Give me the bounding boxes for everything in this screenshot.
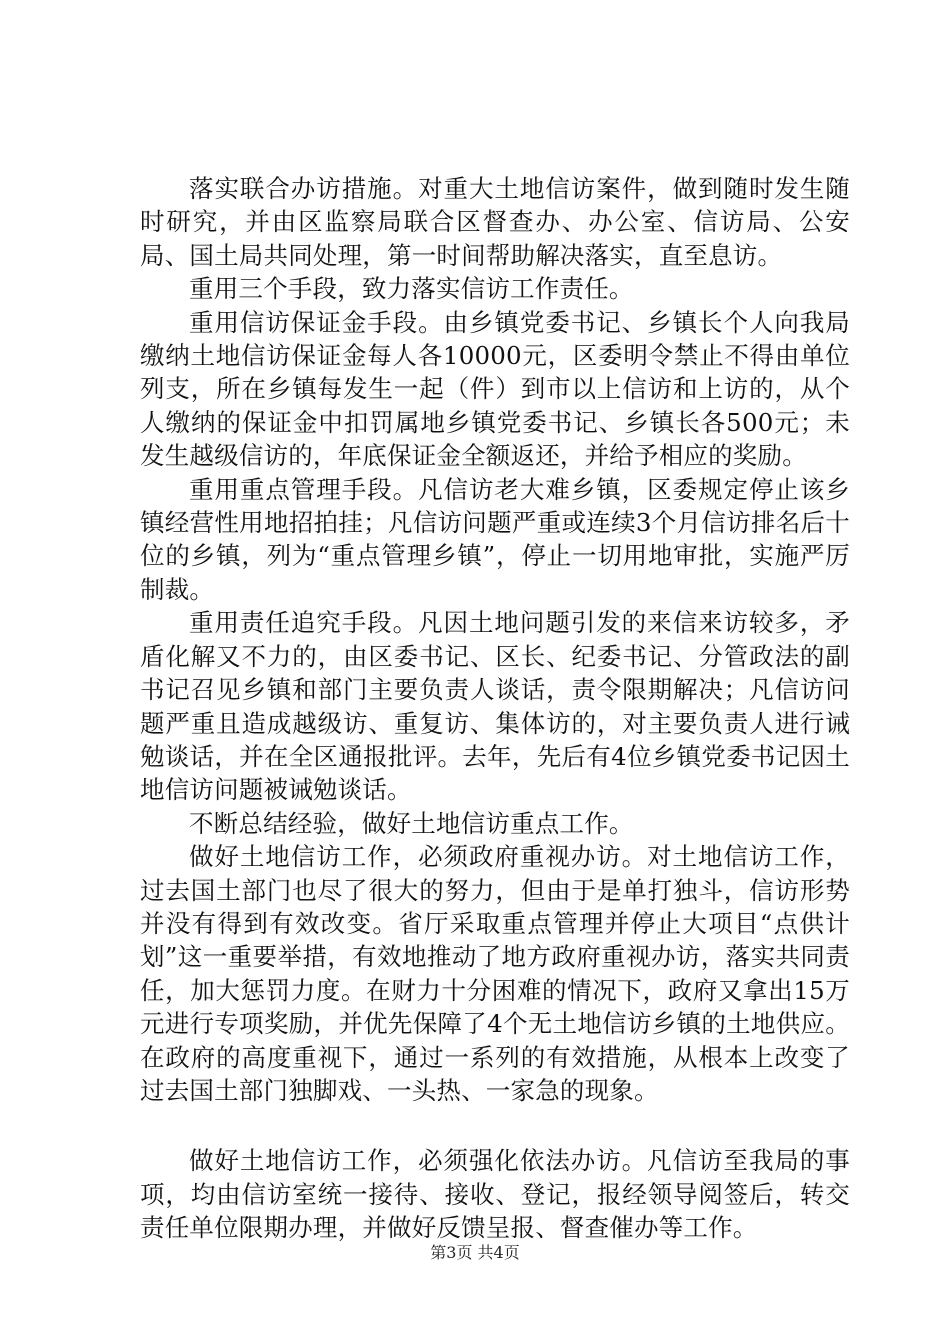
paragraph-government-attention: 做好土地信访工作，必须政府重视办访。对土地信访工作，过去国土部门也尽了很大的努力，但由于是单打独斗，信访形势并没有得到有效改变。省厅采取重点管理并停止大项目“点供计划”这一重要举措，有效地推动了地方政府重视办访，落实共同责任，加大惩罚力度。在财力十分困难的情况下，政府又拿出15万元进行专项奖励，并优先保障了4个无土地信访乡镇的土地供应。在政府的高度重视下，通过一系列的有效措施，从根本上改变了过去国土部门独脚戏、一头热、一家急的现象。 [140,842,850,1105]
paragraph-accountability: 重用责任追究手段。凡因土地问题引发的来信来访较多，矛盾化解又不力的，由区委书记、区长、纪委书记、分管政法的副书记召见乡镇和部门主要负责人谈话，责令限期解决；凡信访问题严重且造成越级访、重复访、集体访的，对主要负责人进行诫勉谈话，并在全区通报批评。去年，先后有4位乡镇党委书记因土地信访问题被诫勉谈话。 [140,608,850,805]
document-body [140,172,850,1245]
paragraph-joint-handling: 落实联合办访措施。对重大土地信访案件，做到随时发生随时研究，并由区监察局联合区督查办、办公室、信访局、公安局、国土局共同处理，第一时间帮助解决落实，直至息访。 [140,174,850,270]
heading-summarize-experience: 不断总结经验，做好土地信访重点工作。 [189,808,634,838]
page-number-footer: 第3页 共4页 [430,1243,520,1262]
heading-three-means: 重用三个手段，致力落实信访工作责任。 [189,274,634,304]
paragraph-lawful-handling: 做好土地信访工作，必须强化依法办访。凡信访至我局的事项，均由信访室统一接待、接收、登记，报经领导阅签后，转交责任单位限期办理，并做好反馈呈报、督查催办等工作。 [140,1146,850,1243]
paragraph-deposit-means: 重用信访保证金手段。由乡镇党委书记、乡镇长个人向我局缴纳土地信访保证金每人各10000元，区委明令禁止不得由单位列支，所在乡镇每发生一起（件）到市以上信访和上访的，从个人缴纳的保证金中扣罚属地乡镇党委书记、乡镇长各500元；未发生越级信访的，年底保证金全额返还，并给予相应的奖励。 [140,307,850,471]
paragraph-key-management: 重用重点管理手段。凡信访老大难乡镇，区委规定停止该乡镇经营性用地招拍挂；凡信访问题严重或连续3个月信访排名后十位的乡镇，列为“重点管理乡镇”，停止一切用地审批，实施严厉制裁。 [140,474,850,604]
